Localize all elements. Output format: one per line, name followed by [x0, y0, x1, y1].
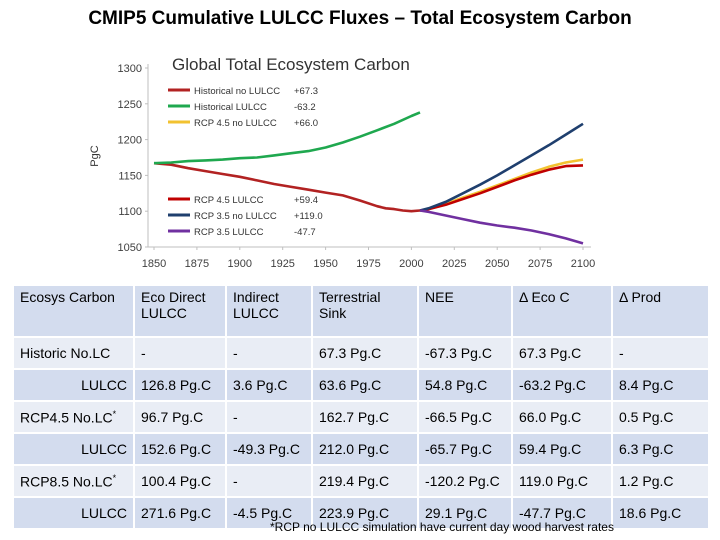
table-cell: 63.6 Pg.C	[312, 369, 418, 401]
x-tick-label: 1900	[227, 258, 253, 270]
table-header-cell: NEE	[418, 286, 512, 337]
table-cell: -65.7 Pg.C	[418, 433, 512, 465]
legend-label: RCP 3.5 no LULCC	[194, 211, 277, 222]
y-tick-label: 1300	[117, 63, 142, 75]
x-tick-label: 2025	[442, 258, 467, 270]
x-tick-label: 2075	[527, 258, 553, 270]
footnote-marker: *	[112, 472, 117, 483]
table-header-row	[14, 286, 708, 337]
table-header-cell: Δ Prod	[612, 286, 708, 337]
legend-label: RCP 4.5 no LULCC	[194, 118, 277, 129]
x-tick-label: 2100	[570, 258, 596, 270]
x-tick-label: 1925	[270, 258, 295, 270]
row-label: RCP4.5 No.LC*	[14, 401, 134, 433]
table-cell: 100.4 Pg.C	[134, 465, 226, 497]
table-cell: -4.5 Pg.C	[226, 497, 312, 528]
table-row	[14, 369, 708, 401]
table-row	[14, 433, 708, 465]
table-cell: -120.2 Pg.C	[418, 465, 512, 497]
slide-title: CMIP5 Cumulative LULCC Fluxes – Total Ecosystem Carbon	[88, 8, 632, 29]
table-row	[14, 401, 708, 433]
y-tick-label: 1150	[118, 170, 142, 183]
table-row	[14, 337, 708, 369]
flux-table	[14, 286, 708, 528]
legend-label: Historical no LULCC	[194, 86, 281, 97]
table-cell: -49.3 Pg.C	[226, 433, 312, 465]
table-cell: 6.3 Pg.C	[612, 433, 708, 465]
y-tick-label: 1200	[117, 134, 142, 147]
x-tick-label: 2000	[399, 258, 424, 270]
legend-value: -63.2	[294, 102, 316, 113]
table-cell: 126.8 Pg.C	[134, 369, 226, 401]
legend-label: RCP 4.5 LULCC	[194, 195, 264, 206]
table-header-cell: Terrestrial Sink	[312, 286, 418, 337]
y-axis-label: PgC	[89, 145, 101, 167]
table-cell: 67.3 Pg.C	[312, 337, 418, 369]
table-cell: 0.5 Pg.C	[612, 401, 708, 433]
table-cell: -	[612, 337, 708, 369]
table-cell: -	[226, 401, 312, 433]
x-tick-label: 1950	[313, 258, 338, 270]
chart-title: Global Total Ecosystem Carbon	[172, 55, 410, 74]
legend-value: +119.0	[294, 211, 323, 222]
legend-value: -47.7	[294, 227, 316, 238]
table-cell: -	[134, 337, 226, 369]
legend-value: +67.3	[294, 86, 319, 97]
table-cell: 1.2 Pg.C	[612, 465, 708, 497]
table-cell: 29.1 Pg.C	[418, 497, 512, 528]
row-label: LULCC	[14, 497, 134, 528]
chart-axes	[118, 63, 596, 270]
y-tick-label: 1100	[118, 206, 142, 219]
legend-label: Historical LULCC	[194, 102, 267, 113]
table-cell: -	[226, 337, 312, 369]
table-header-cell: Ecosys Carbon	[14, 286, 134, 337]
table-cell: 54.8 Pg.C	[418, 369, 512, 401]
legend-label: RCP 3.5 LULCC	[194, 227, 264, 238]
y-tick-label: 1050	[117, 242, 142, 254]
x-tick-label: 1850	[141, 258, 167, 270]
table-cell: 96.7 Pg.C	[134, 401, 226, 433]
chart-series-layer	[154, 112, 583, 243]
table-header-cell: Δ Eco C	[512, 286, 612, 337]
table-cell: 59.4 Pg.C	[512, 433, 612, 465]
row-label: LULCC	[14, 433, 134, 465]
table-cell: 18.6 Pg.C	[612, 497, 708, 528]
table-header-cell: Indirect LULCC	[226, 286, 312, 337]
table-cell: -	[226, 465, 312, 497]
table-cell: -66.5 Pg.C	[418, 401, 512, 433]
x-tick-label: 2050	[484, 258, 510, 270]
footnote: *RCP no LULCC simulation have current day wood harvest rates	[270, 520, 614, 534]
legend-value: +59.4	[294, 195, 319, 206]
table-cell: 271.6 Pg.C	[134, 497, 226, 528]
table-cell: 223.9 Pg.C	[312, 497, 418, 528]
table-cell: 219.4 Pg.C	[312, 465, 418, 497]
y-tick-label: 1250	[117, 98, 142, 111]
x-tick-label: 1975	[356, 258, 381, 270]
table-cell: 8.4 Pg.C	[612, 369, 708, 401]
table-cell: 152.6 Pg.C	[134, 433, 226, 465]
legend-value: +66.0	[294, 118, 319, 129]
row-label: Historic No.LC	[14, 337, 134, 369]
table-cell: 162.7 Pg.C	[312, 401, 418, 433]
table-cell: 3.6 Pg.C	[226, 369, 312, 401]
table-cell: -67.3 Pg.C	[418, 337, 512, 369]
table-cell: 67.3 Pg.C	[512, 337, 612, 369]
table-cell: -47.7 Pg.C	[512, 497, 612, 528]
footnote-marker: *	[112, 408, 117, 419]
series-line	[420, 211, 583, 244]
total-ecosystem-carbon-chart	[80, 44, 620, 274]
row-label: LULCC	[14, 369, 134, 401]
table-cell: 66.0 Pg.C	[512, 401, 612, 433]
table-cell: 212.0 Pg.C	[312, 433, 418, 465]
table-row	[14, 465, 708, 497]
table-cell: 119.0 Pg.C	[512, 465, 612, 497]
table-header-cell: Eco Direct LULCC	[134, 286, 226, 337]
table-cell: -63.2 Pg.C	[512, 369, 612, 401]
x-tick-label: 1875	[184, 258, 210, 270]
row-label: RCP8.5 No.LC*	[14, 465, 134, 497]
